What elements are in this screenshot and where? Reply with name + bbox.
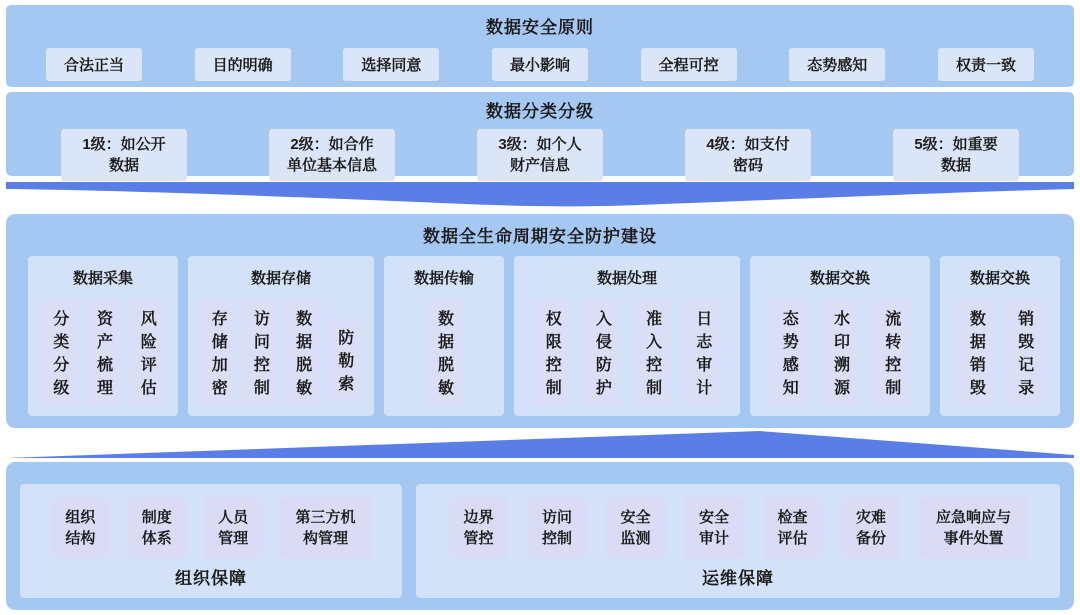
lifecycle-item: 准入控制 bbox=[634, 300, 671, 405]
principle-item: 合法正当 bbox=[46, 48, 142, 81]
principle-item: 选择同意 bbox=[343, 48, 439, 81]
lifecycle-item: 权限控制 bbox=[533, 300, 570, 405]
section-classification bbox=[6, 92, 1074, 176]
level-item: 1级：如公开数据 bbox=[61, 129, 187, 181]
principle-item: 目的明确 bbox=[195, 48, 291, 81]
principles-row bbox=[46, 48, 1034, 81]
column-label: 数据传输 bbox=[413, 270, 474, 287]
organization-assurance-group bbox=[20, 484, 402, 598]
up-arrow-shape bbox=[6, 428, 1074, 462]
lifecycle-item: 数据脱敏 bbox=[426, 300, 463, 405]
lifecycle-item: 存储加密 bbox=[199, 300, 236, 405]
column-label: 数据处理 bbox=[596, 270, 657, 287]
lifecycle-item: 销毁记录 bbox=[1006, 300, 1043, 405]
lifecycle-item: 数据脱敏 bbox=[284, 300, 321, 405]
lifecycle-item: 入侵防护 bbox=[583, 300, 620, 405]
lifecycle-item: 日志审计 bbox=[684, 300, 721, 405]
assurance-item: 应急响应与事件处置 bbox=[920, 498, 1028, 558]
principle-item: 态势感知 bbox=[789, 48, 885, 81]
principle-item: 权责一致 bbox=[938, 48, 1034, 81]
lifecycle-item: 分类分级 bbox=[41, 300, 78, 405]
column-label: 数据采集 bbox=[72, 270, 133, 287]
assurance-item: 灾难备份 bbox=[841, 498, 901, 558]
column-data-exchange bbox=[750, 256, 930, 416]
assurance-item: 安全监测 bbox=[606, 498, 666, 558]
column-data-collection bbox=[28, 256, 178, 416]
assurance-item: 组织结构 bbox=[50, 498, 110, 558]
lifecycle-item: 水印溯源 bbox=[822, 300, 859, 405]
column-data-transmission bbox=[384, 256, 504, 416]
classification-row bbox=[61, 129, 1019, 181]
lifecycle-item: 资产梳理 bbox=[85, 300, 122, 405]
assurance-item: 第三方机构管理 bbox=[280, 498, 372, 558]
lifecycle-item: 防勒索 bbox=[326, 319, 363, 401]
section-assurance bbox=[6, 462, 1074, 610]
assurance-item: 访问控制 bbox=[527, 498, 587, 558]
assurance-item: 边界管控 bbox=[449, 498, 509, 558]
level-item: 4级：如支付密码 bbox=[685, 129, 811, 181]
down-arrow-shape bbox=[6, 176, 1074, 214]
level-item: 3级：如个人财产信息 bbox=[477, 129, 603, 181]
section-lifecycle bbox=[6, 214, 1074, 428]
organization-assurance-title: 组织保障 bbox=[175, 569, 247, 588]
assurance-item: 安全审计 bbox=[684, 498, 744, 558]
level-item: 2级：如合作单位基本信息 bbox=[269, 129, 395, 181]
section-security-principles bbox=[6, 5, 1074, 87]
assurance-item: 检查评估 bbox=[763, 498, 823, 558]
column-label: 数据存储 bbox=[250, 270, 311, 287]
assurance-item: 人员管理 bbox=[203, 498, 263, 558]
operations-assurance-group bbox=[416, 484, 1060, 598]
column-label: 数据交换 bbox=[969, 270, 1030, 287]
lifecycle-title: 数据全生命周期安全防护建设 bbox=[423, 227, 657, 246]
classification-title: 数据分类分级 bbox=[486, 102, 594, 121]
column-label: 数据交换 bbox=[809, 270, 870, 287]
lifecycle-item: 访问控制 bbox=[241, 300, 278, 405]
column-data-storage bbox=[188, 256, 374, 416]
assurance-item: 制度体系 bbox=[127, 498, 187, 558]
lifecycle-item: 风险评估 bbox=[128, 300, 165, 405]
column-data-processing bbox=[514, 256, 740, 416]
principle-item: 全程可控 bbox=[641, 48, 737, 81]
level-item: 5级：如重要数据 bbox=[893, 129, 1019, 181]
principle-item: 最小影响 bbox=[492, 48, 588, 81]
principles-title: 数据安全原则 bbox=[486, 18, 594, 37]
operations-assurance-title: 运维保障 bbox=[702, 569, 774, 588]
lifecycle-item: 数据销毁 bbox=[957, 300, 994, 405]
lifecycle-item: 流转控制 bbox=[873, 300, 910, 405]
lifecycle-columns bbox=[28, 256, 1052, 416]
lifecycle-item: 态势感知 bbox=[770, 300, 807, 405]
column-data-destruction bbox=[940, 256, 1060, 416]
